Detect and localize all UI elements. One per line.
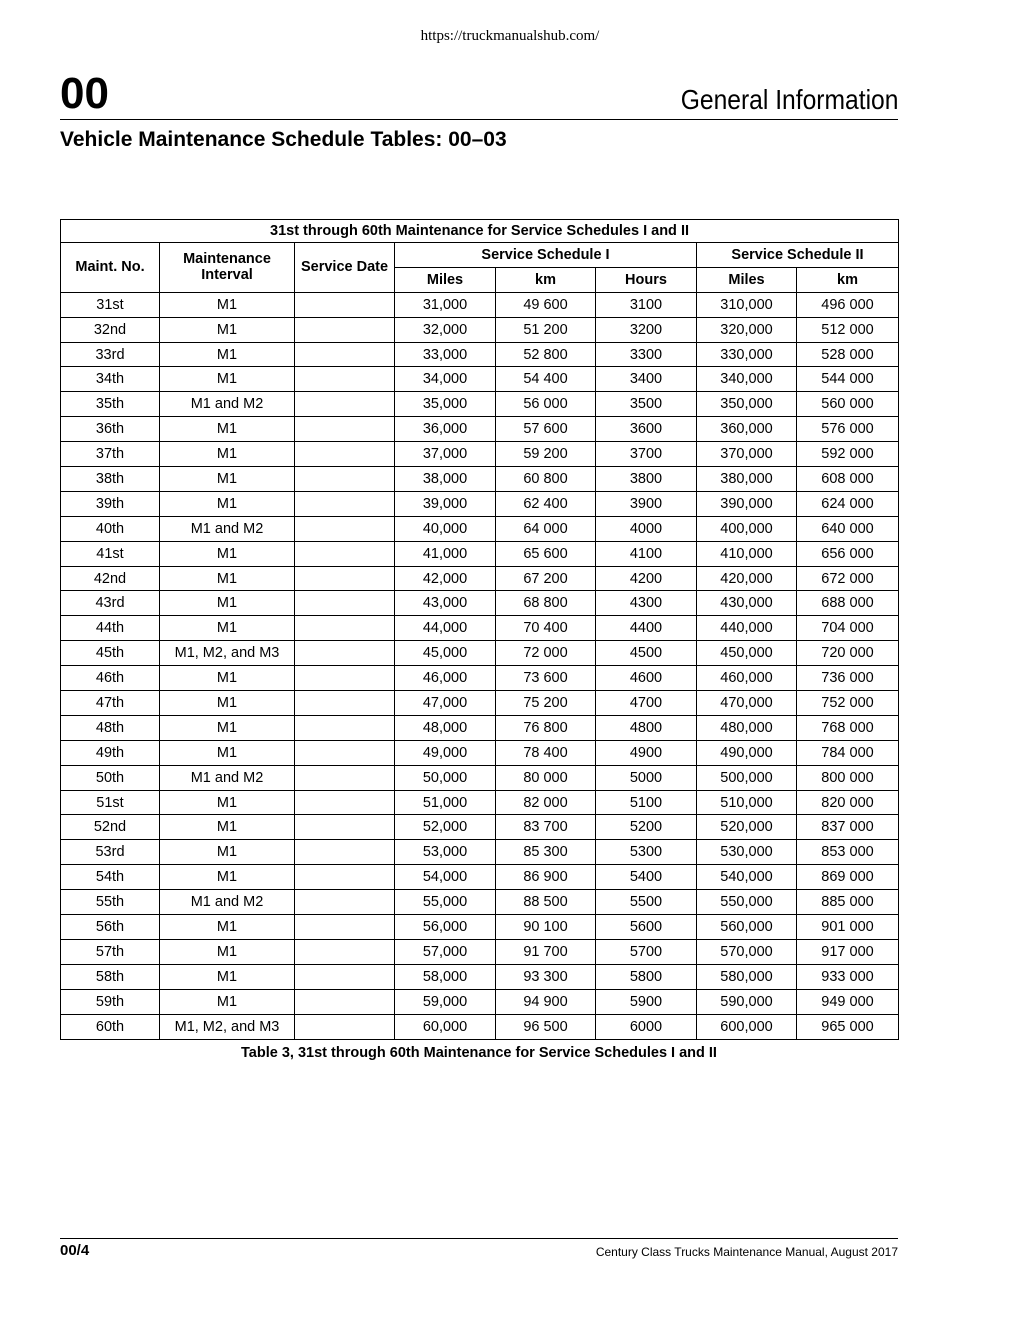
cell-s2-km: 544 000	[797, 367, 899, 392]
cell-s1-km: 82 000	[496, 790, 596, 815]
cell-s2-km: 784 000	[797, 740, 899, 765]
cell-s2-miles: 310,000	[697, 292, 797, 317]
cell-s2-miles: 460,000	[697, 666, 797, 691]
cell-service-date	[295, 516, 395, 541]
cell-service-date	[295, 292, 395, 317]
cell-s2-km: 672 000	[797, 566, 899, 591]
cell-s1-hours: 4300	[596, 591, 697, 616]
table-row	[61, 964, 899, 989]
cell-interval: M1, M2, and M3	[160, 641, 295, 666]
cell-s1-hours: 4100	[596, 541, 697, 566]
cell-s1-km: 60 800	[496, 467, 596, 492]
cell-maint-no: 58th	[61, 964, 160, 989]
cell-s2-miles: 410,000	[697, 541, 797, 566]
cell-s2-miles: 580,000	[697, 964, 797, 989]
table-row	[61, 641, 899, 666]
cell-s1-miles: 57,000	[395, 939, 496, 964]
cell-maint-no: 51st	[61, 790, 160, 815]
cell-s1-km: 65 600	[496, 541, 596, 566]
cell-s2-km: 901 000	[797, 915, 899, 940]
cell-s1-hours: 5700	[596, 939, 697, 964]
cell-maint-no: 48th	[61, 715, 160, 740]
table-row	[61, 840, 899, 865]
cell-s1-km: 51 200	[496, 317, 596, 342]
cell-maint-no: 38th	[61, 467, 160, 492]
cell-interval: M1	[160, 989, 295, 1014]
cell-interval: M1 and M2	[160, 392, 295, 417]
cell-s1-miles: 36,000	[395, 417, 496, 442]
cell-interval: M1	[160, 467, 295, 492]
cell-s1-hours: 5000	[596, 765, 697, 790]
cell-s1-km: 73 600	[496, 666, 596, 691]
cell-s1-miles: 42,000	[395, 566, 496, 591]
cell-s1-km: 94 900	[496, 989, 596, 1014]
table-row	[61, 890, 899, 915]
cell-s1-km: 56 000	[496, 392, 596, 417]
cell-s2-km: 624 000	[797, 491, 899, 516]
cell-s1-hours: 5500	[596, 890, 697, 915]
table-row	[61, 417, 899, 442]
cell-s1-km: 90 100	[496, 915, 596, 940]
cell-interval: M1	[160, 417, 295, 442]
header-s2-miles: Miles	[697, 267, 797, 292]
cell-s2-km: 560 000	[797, 392, 899, 417]
cell-maint-no: 53rd	[61, 840, 160, 865]
cell-interval: M1	[160, 317, 295, 342]
cell-s1-km: 91 700	[496, 939, 596, 964]
cell-s1-km: 80 000	[496, 765, 596, 790]
cell-s1-hours: 5400	[596, 865, 697, 890]
table-row	[61, 491, 899, 516]
cell-s2-miles: 390,000	[697, 491, 797, 516]
header-schedule-1: Service Schedule I	[395, 243, 697, 268]
cell-maint-no: 44th	[61, 616, 160, 641]
cell-s1-hours: 4000	[596, 516, 697, 541]
cell-maint-no: 57th	[61, 939, 160, 964]
cell-interval: M1	[160, 715, 295, 740]
cell-s1-miles: 40,000	[395, 516, 496, 541]
cell-s1-miles: 52,000	[395, 815, 496, 840]
cell-service-date	[295, 865, 395, 890]
header-s1-hours: Hours	[596, 267, 697, 292]
table-row	[61, 616, 899, 641]
cell-s1-hours: 4500	[596, 641, 697, 666]
cell-maint-no: 32nd	[61, 317, 160, 342]
cell-service-date	[295, 641, 395, 666]
cell-s1-miles: 31,000	[395, 292, 496, 317]
cell-s1-km: 67 200	[496, 566, 596, 591]
cell-maint-no: 37th	[61, 442, 160, 467]
cell-maint-no: 34th	[61, 367, 160, 392]
cell-s2-miles: 320,000	[697, 317, 797, 342]
cell-maint-no: 33rd	[61, 342, 160, 367]
cell-s1-hours: 4600	[596, 666, 697, 691]
table-body	[61, 292, 899, 1039]
header-maint-no: Maint. No.	[61, 243, 160, 293]
cell-s1-hours: 4900	[596, 740, 697, 765]
cell-s1-miles: 41,000	[395, 541, 496, 566]
cell-s1-hours: 4800	[596, 715, 697, 740]
cell-s2-miles: 590,000	[697, 989, 797, 1014]
cell-s1-km: 72 000	[496, 641, 596, 666]
cell-service-date	[295, 317, 395, 342]
cell-s1-miles: 59,000	[395, 989, 496, 1014]
cell-s2-miles: 450,000	[697, 641, 797, 666]
cell-s1-hours: 5800	[596, 964, 697, 989]
cell-s1-hours: 3800	[596, 467, 697, 492]
table-row	[61, 566, 899, 591]
cell-s2-km: 576 000	[797, 417, 899, 442]
table-row	[61, 317, 899, 342]
table-row	[61, 715, 899, 740]
cell-s2-miles: 340,000	[697, 367, 797, 392]
cell-s1-km: 54 400	[496, 367, 596, 392]
cell-s2-miles: 380,000	[697, 467, 797, 492]
cell-s2-miles: 530,000	[697, 840, 797, 865]
cell-s2-miles: 500,000	[697, 765, 797, 790]
cell-interval: M1	[160, 491, 295, 516]
cell-s1-hours: 3700	[596, 442, 697, 467]
cell-s1-miles: 47,000	[395, 691, 496, 716]
cell-interval: M1	[160, 865, 295, 890]
cell-s1-miles: 54,000	[395, 865, 496, 890]
cell-service-date	[295, 467, 395, 492]
cell-s2-km: 853 000	[797, 840, 899, 865]
cell-service-date	[295, 715, 395, 740]
cell-service-date	[295, 765, 395, 790]
table-row	[61, 765, 899, 790]
cell-s1-km: 83 700	[496, 815, 596, 840]
cell-s1-hours: 3500	[596, 392, 697, 417]
cell-s2-miles: 470,000	[697, 691, 797, 716]
cell-s2-miles: 490,000	[697, 740, 797, 765]
cell-s1-hours: 4200	[596, 566, 697, 591]
cell-s1-miles: 58,000	[395, 964, 496, 989]
cell-service-date	[295, 417, 395, 442]
cell-s2-miles: 600,000	[697, 1014, 797, 1039]
cell-service-date	[295, 616, 395, 641]
cell-s1-km: 93 300	[496, 964, 596, 989]
cell-service-date	[295, 1014, 395, 1039]
cell-service-date	[295, 964, 395, 989]
cell-s1-km: 76 800	[496, 715, 596, 740]
table-row	[61, 740, 899, 765]
cell-s1-km: 86 900	[496, 865, 596, 890]
cell-service-date	[295, 740, 395, 765]
cell-s2-km: 496 000	[797, 292, 899, 317]
cell-maint-no: 31st	[61, 292, 160, 317]
cell-s1-hours: 5100	[596, 790, 697, 815]
table-caption: Table 3, 31st through 60th Maintenance for Service Schedules I and II	[241, 1045, 717, 1061]
table-row	[61, 292, 899, 317]
cell-interval: M1	[160, 691, 295, 716]
cell-maint-no: 55th	[61, 890, 160, 915]
cell-s2-miles: 540,000	[697, 865, 797, 890]
table-row	[61, 1014, 899, 1039]
cell-service-date	[295, 890, 395, 915]
cell-service-date	[295, 691, 395, 716]
cell-s1-hours: 5900	[596, 989, 697, 1014]
cell-service-date	[295, 491, 395, 516]
header-s1-km: km	[496, 267, 596, 292]
cell-maint-no: 56th	[61, 915, 160, 940]
table-row	[61, 442, 899, 467]
cell-interval: M1	[160, 666, 295, 691]
cell-s2-km: 837 000	[797, 815, 899, 840]
cell-interval: M1 and M2	[160, 516, 295, 541]
cell-s1-miles: 53,000	[395, 840, 496, 865]
cell-s1-hours: 3200	[596, 317, 697, 342]
cell-maint-no: 35th	[61, 392, 160, 417]
table-row	[61, 516, 899, 541]
table-row	[61, 467, 899, 492]
cell-service-date	[295, 342, 395, 367]
cell-s2-km: 917 000	[797, 939, 899, 964]
cell-s1-miles: 56,000	[395, 915, 496, 940]
table-row	[61, 342, 899, 367]
cell-s1-miles: 46,000	[395, 666, 496, 691]
cell-s1-miles: 33,000	[395, 342, 496, 367]
table-row	[61, 666, 899, 691]
cell-s2-miles: 560,000	[697, 915, 797, 940]
cell-service-date	[295, 840, 395, 865]
table-row	[61, 989, 899, 1014]
header-divider	[60, 119, 898, 120]
cell-interval: M1	[160, 541, 295, 566]
cell-maint-no: 45th	[61, 641, 160, 666]
cell-s2-miles: 420,000	[697, 566, 797, 591]
cell-s1-km: 49 600	[496, 292, 596, 317]
cell-s2-km: 608 000	[797, 467, 899, 492]
cell-maint-no: 52nd	[61, 815, 160, 840]
cell-service-date	[295, 939, 395, 964]
cell-maint-no: 47th	[61, 691, 160, 716]
cell-service-date	[295, 790, 395, 815]
cell-s1-hours: 4700	[596, 691, 697, 716]
table-row	[61, 392, 899, 417]
cell-s2-km: 656 000	[797, 541, 899, 566]
cell-maint-no: 60th	[61, 1014, 160, 1039]
table-row	[61, 541, 899, 566]
cell-s2-km: 720 000	[797, 641, 899, 666]
cell-service-date	[295, 915, 395, 940]
cell-s1-miles: 60,000	[395, 1014, 496, 1039]
cell-maint-no: 36th	[61, 417, 160, 442]
cell-maint-no: 40th	[61, 516, 160, 541]
cell-s2-km: 768 000	[797, 715, 899, 740]
cell-s1-miles: 38,000	[395, 467, 496, 492]
cell-maint-no: 49th	[61, 740, 160, 765]
cell-service-date	[295, 591, 395, 616]
cell-maint-no: 39th	[61, 491, 160, 516]
cell-maint-no: 43rd	[61, 591, 160, 616]
table-row	[61, 367, 899, 392]
cell-service-date	[295, 566, 395, 591]
cell-s1-miles: 50,000	[395, 765, 496, 790]
cell-s2-miles: 370,000	[697, 442, 797, 467]
cell-interval: M1	[160, 915, 295, 940]
cell-s2-km: 736 000	[797, 666, 899, 691]
cell-s2-km: 800 000	[797, 765, 899, 790]
cell-s1-km: 75 200	[496, 691, 596, 716]
cell-s1-km: 96 500	[496, 1014, 596, 1039]
cell-s2-miles: 480,000	[697, 715, 797, 740]
cell-s2-km: 688 000	[797, 591, 899, 616]
cell-interval: M1	[160, 740, 295, 765]
cell-s1-miles: 44,000	[395, 616, 496, 641]
cell-s1-miles: 45,000	[395, 641, 496, 666]
page-number: 00/4	[60, 1242, 90, 1259]
cell-s1-km: 68 800	[496, 591, 596, 616]
cell-service-date	[295, 989, 395, 1014]
cell-s2-km: 528 000	[797, 342, 899, 367]
cell-s2-km: 949 000	[797, 989, 899, 1014]
cell-s1-km: 52 800	[496, 342, 596, 367]
table-row	[61, 691, 899, 716]
cell-s1-hours: 3600	[596, 417, 697, 442]
cell-interval: M1, M2, and M3	[160, 1014, 295, 1039]
cell-s1-hours: 6000	[596, 1014, 697, 1039]
cell-s2-km: 885 000	[797, 890, 899, 915]
cell-s1-hours: 5300	[596, 840, 697, 865]
cell-s2-km: 512 000	[797, 317, 899, 342]
cell-interval: M1	[160, 840, 295, 865]
cell-service-date	[295, 392, 395, 417]
cell-s2-miles: 350,000	[697, 392, 797, 417]
cell-s1-km: 64 000	[496, 516, 596, 541]
cell-s2-miles: 550,000	[697, 890, 797, 915]
cell-maint-no: 42nd	[61, 566, 160, 591]
cell-s2-km: 592 000	[797, 442, 899, 467]
cell-s2-km: 869 000	[797, 865, 899, 890]
header-service-date: Service Date	[295, 243, 395, 293]
cell-maint-no: 54th	[61, 865, 160, 890]
cell-s1-miles: 51,000	[395, 790, 496, 815]
cell-s2-miles: 400,000	[697, 516, 797, 541]
cell-s1-hours: 3900	[596, 491, 697, 516]
cell-s1-km: 62 400	[496, 491, 596, 516]
cell-s2-miles: 570,000	[697, 939, 797, 964]
cell-s1-km: 57 600	[496, 417, 596, 442]
cell-s2-km: 965 000	[797, 1014, 899, 1039]
cell-s1-hours: 4400	[596, 616, 697, 641]
table-title: 31st through 60th Maintenance for Service Schedules I and II	[61, 220, 899, 243]
cell-s1-miles: 55,000	[395, 890, 496, 915]
cell-s2-miles: 520,000	[697, 815, 797, 840]
chapter-number: 00	[60, 69, 109, 118]
cell-s2-miles: 430,000	[697, 591, 797, 616]
table-row	[61, 939, 899, 964]
cell-service-date	[295, 666, 395, 691]
cell-s1-km: 78 400	[496, 740, 596, 765]
cell-interval: M1	[160, 790, 295, 815]
cell-s1-km: 88 500	[496, 890, 596, 915]
table-row	[61, 815, 899, 840]
chapter-title: General Information	[680, 84, 898, 115]
cell-s1-km: 70 400	[496, 616, 596, 641]
cell-s2-km: 752 000	[797, 691, 899, 716]
cell-s2-miles: 330,000	[697, 342, 797, 367]
footer-divider	[60, 1238, 898, 1239]
cell-maint-no: 41st	[61, 541, 160, 566]
cell-interval: M1	[160, 616, 295, 641]
cell-s1-hours: 3100	[596, 292, 697, 317]
cell-interval: M1	[160, 591, 295, 616]
cell-s1-miles: 49,000	[395, 740, 496, 765]
table-row	[61, 591, 899, 616]
cell-s1-miles: 35,000	[395, 392, 496, 417]
cell-maint-no: 46th	[61, 666, 160, 691]
table-row	[61, 790, 899, 815]
cell-s1-miles: 48,000	[395, 715, 496, 740]
cell-s1-miles: 34,000	[395, 367, 496, 392]
cell-s1-miles: 32,000	[395, 317, 496, 342]
cell-interval: M1	[160, 367, 295, 392]
cell-service-date	[295, 442, 395, 467]
cell-s2-miles: 510,000	[697, 790, 797, 815]
cell-service-date	[295, 541, 395, 566]
cell-s2-km: 640 000	[797, 516, 899, 541]
cell-s1-miles: 43,000	[395, 591, 496, 616]
cell-interval: M1	[160, 815, 295, 840]
cell-interval: M1	[160, 566, 295, 591]
header-s2-km: km	[797, 267, 899, 292]
cell-s2-km: 704 000	[797, 616, 899, 641]
cell-interval: M1	[160, 964, 295, 989]
cell-interval: M1	[160, 292, 295, 317]
cell-s1-miles: 39,000	[395, 491, 496, 516]
cell-interval: M1 and M2	[160, 765, 295, 790]
table-row	[61, 865, 899, 890]
cell-s2-km: 820 000	[797, 790, 899, 815]
cell-s1-km: 85 300	[496, 840, 596, 865]
header-schedule-2: Service Schedule II	[697, 243, 899, 268]
cell-s2-miles: 360,000	[697, 417, 797, 442]
cell-maint-no: 59th	[61, 989, 160, 1014]
cell-s2-km: 933 000	[797, 964, 899, 989]
cell-interval: M1	[160, 442, 295, 467]
cell-service-date	[295, 815, 395, 840]
header-interval: Maintenance Interval	[160, 243, 295, 293]
manual-title: Century Class Trucks Maintenance Manual, August 2017	[595, 1245, 898, 1259]
cell-s1-hours: 3300	[596, 342, 697, 367]
cell-s2-miles: 440,000	[697, 616, 797, 641]
source-url: https://truckmanualshub.com/	[420, 28, 600, 44]
cell-s1-hours: 5200	[596, 815, 697, 840]
cell-maint-no: 50th	[61, 765, 160, 790]
cell-interval: M1 and M2	[160, 890, 295, 915]
cell-s1-miles: 37,000	[395, 442, 496, 467]
cell-interval: M1	[160, 939, 295, 964]
table-row	[61, 915, 899, 940]
cell-service-date	[295, 367, 395, 392]
cell-interval: M1	[160, 342, 295, 367]
section-title: Vehicle Maintenance Schedule Tables: 00–03	[60, 128, 507, 151]
cell-s1-hours: 5600	[596, 915, 697, 940]
maintenance-schedule-table	[60, 219, 899, 1040]
header-s1-miles: Miles	[395, 267, 496, 292]
cell-s1-km: 59 200	[496, 442, 596, 467]
cell-s1-hours: 3400	[596, 367, 697, 392]
